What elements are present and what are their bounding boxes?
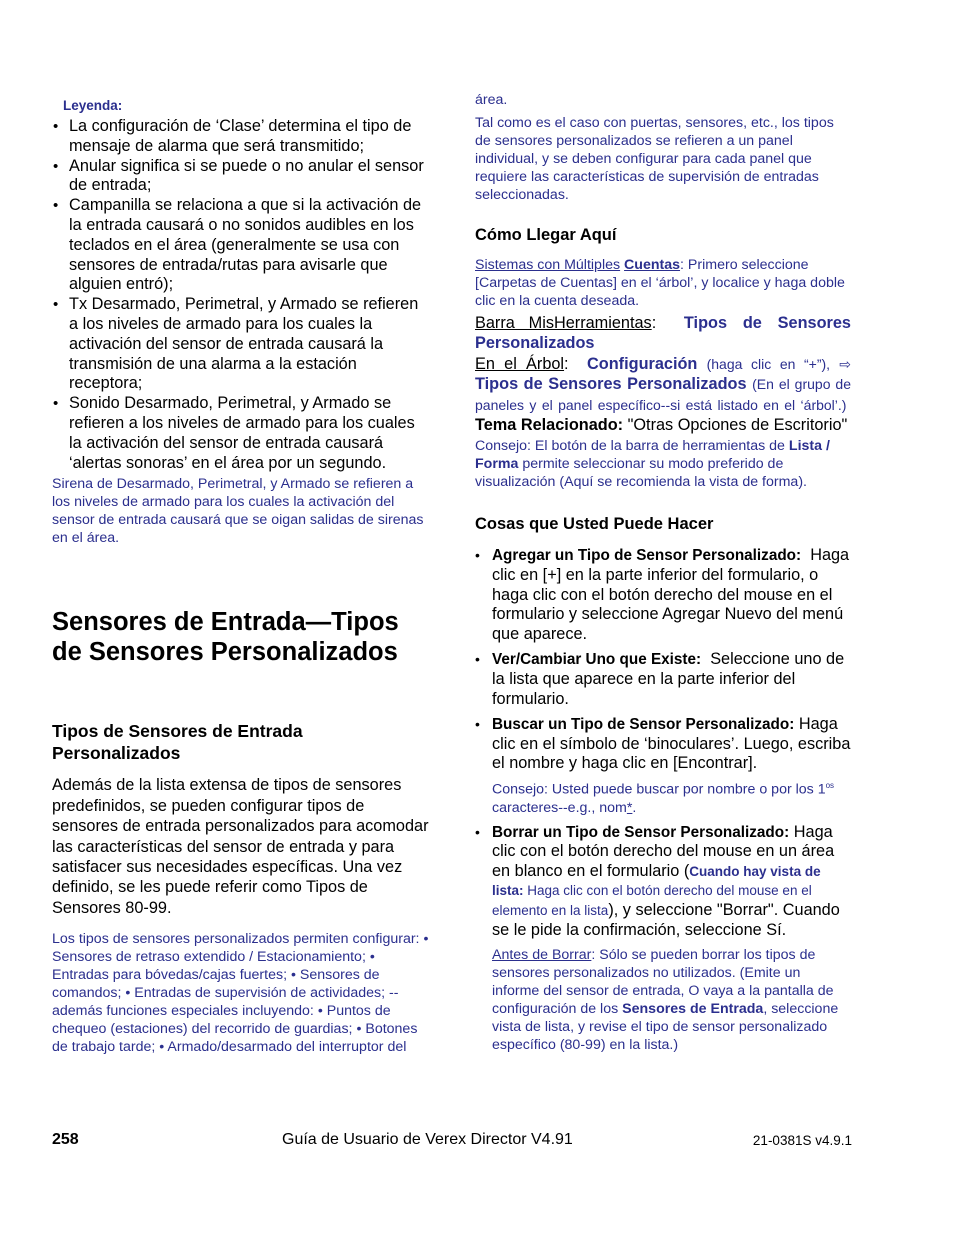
tree-config-link[interactable]: Configuración: [587, 354, 698, 373]
bullet-icon: •: [423, 931, 429, 948]
page-number: 258: [52, 1131, 79, 1148]
tip-prefix: Consejo: El botón de la barra de herramientas de: [475, 438, 785, 455]
bullet-icon: •: [159, 1039, 165, 1056]
use-item: Sensores de retraso extendido / Estacionamiento;: [52, 949, 366, 966]
page-title: Sensores de Entrada—Tipos de Sensores Personalizados: [52, 608, 399, 667]
arrow-right-icon: ⇨: [839, 355, 851, 372]
delete-when-text: Haga clic con el botón derecho del mouse en el elemento en la lista: [492, 883, 812, 919]
siren-note: Sirena de Desarmado, Perimetral, y Armado se refieren a los niveles de armado para los cuales la activación del sensor de entrada causará que se oigan salidas de sirenas en el área.: [52, 476, 424, 547]
bullet-icon: •: [290, 967, 296, 984]
right-column: [475, 91, 851, 1060]
find-tip-text: caracteres--e.g., nom: [492, 799, 627, 816]
action-text: Haga clic en el símbolo de ‘binoculares’. Luego, escriba el nombre y haga clic en [Encontrar].: [492, 715, 851, 773]
toolbar-path: Barra MisHerramientas: Tipos de Sensores Personalizados: [475, 314, 851, 353]
tip-suffix: permite seleccionar su modo preferido de visualización (Aquí se recomienda la vista de forma).: [475, 456, 807, 491]
use-item: Armado/desarmado del interruptor del: [167, 1039, 407, 1056]
panel-note: Tal como es el caso con puertas, sensores, etc., los tipos de sensores personalizados se refieren a un panel individual, y se deben configurar para cada panel que requiere las características de supervisión de entradas seleccionadas.: [475, 115, 834, 203]
tree-item-link[interactable]: Tipos de Sensores Personalizados: [475, 375, 747, 394]
find-tip-star: *: [626, 799, 633, 816]
before-bold: Sensores de Entrada: [622, 1001, 764, 1018]
tree-label: En el Árbol: [475, 354, 565, 373]
action-text: Seleccione uno de la lista que aparece en la parte inferior del formulario.: [492, 650, 845, 708]
multi-bold: Cuentas: [624, 257, 681, 273]
footer-title: Guía de Usuario de Verex Director V4.91: [282, 1131, 573, 1148]
bullet-icon: •: [317, 1003, 323, 1020]
multi-label: Sistemas con Múltiples: [475, 257, 621, 273]
before-label: Antes de Borrar: [492, 947, 592, 964]
before-delete-note: [492, 946, 851, 1054]
action-text: Haga clic con el botón derecho del mouse en un área en blanco en el formulario (: [492, 822, 835, 880]
how-to-get-here-heading: Cómo Llegar Aquí: [475, 226, 617, 244]
legend-item: • Tx Desarmado, Perimetral, y Armado se refieren a los niveles de armado para los cuales la activación del sensor de entrada causará la transmisión de una alarma a la estación receptora;: [52, 295, 430, 394]
multi-text: : Primero seleccione [Carpetas de Cuentas] en el ‘árbol’, y localice y haga doble clic en la cuenta deseada.: [475, 257, 845, 309]
legend-title: Leyenda:: [63, 98, 123, 113]
actions-list: [475, 546, 851, 1054]
uses-note: [52, 930, 430, 1056]
action-label: Agregar un Tipo de Sensor Personalizado:: [492, 547, 802, 565]
action-find: [475, 715, 851, 817]
delete-when-label: Cuando hay vista de lista:: [492, 863, 821, 899]
find-tip-sup: os: [825, 780, 835, 790]
section-heading: Tipos de Sensores de Entrada Personalizados: [52, 721, 303, 764]
tree-note: (En el grupo de paneles y el panel específico--si está listado en el ‘árbol’.): [475, 376, 851, 413]
action-add: [475, 546, 851, 644]
use-item: Entradas para bóvedas/cajas fuertes;: [52, 967, 288, 984]
tree-hint: (haga clic en “+”),: [706, 355, 831, 372]
action-label: Borrar un Tipo de Sensor Personalizado:: [492, 823, 790, 841]
things-heading: Cosas que Usted Puede Hacer: [475, 515, 714, 534]
toolbar-label: Barra MisHerramientas: [475, 314, 652, 332]
legend-item: • Anular significa si se puede o no anular el sensor de entrada;: [52, 157, 430, 197]
before-text: , seleccione vista de lista, y revise el tipo de sensor personalizado específico (80-99) en la lista.): [492, 1001, 839, 1054]
use-item: Botones de trabajo tarde;: [52, 1021, 418, 1056]
left-column: [52, 98, 430, 1056]
related-value: "Otras Opciones de Escritorio": [627, 416, 848, 435]
action-text: ), y seleccione "Borrar". Cuando se le pide la confirmación, seleccione Sí.: [492, 901, 840, 939]
use-item: Puntos de chequeo (estaciones) del recorrido de guardias;: [52, 1003, 391, 1038]
intro-paragraph: Además de la lista extensa de tipos de sensores predefinidos, se pueden configurar tipos de sensores de entrada personalizados para acomodar las características del sensor de entrada y para satisfacer sus necesidades específicas. Una vez definido, se les puede referir como Tipos de Sensores 80-99.: [52, 776, 429, 917]
action-text: Haga clic en [+] en la parte inferior del formulario, o haga clic con el botón derecho del mouse en el formulario y seleccione Agregar Nuevo del menú que aparece.: [492, 546, 850, 643]
find-tip-text: Consejo: Usted puede buscar por nombre o por los 1: [492, 781, 826, 798]
bullet-icon: •: [125, 985, 131, 1002]
find-tip: [492, 777, 851, 817]
action-label: Buscar un Tipo de Sensor Personalizado:: [492, 716, 795, 734]
tree-path: En el Árbol: Configuración (haga clic en “+”), ⇨Tipos de Sensores Personalizados (En el grupo de paneles y el panel específico--si está listado en el ‘árbol’.) Tema Relacionado: "Otras Opciones de Escritorio": [475, 354, 851, 435]
use-item: Sensores de comandos;: [52, 967, 380, 1002]
bullet-icon: •: [356, 1021, 362, 1038]
legend-item: • Sonido Desarmado, Perimetral, y Armado se refieren a los niveles de armado para los cuales la activación del sensor de entrada causará ‘alertas sonoras’ en el área por un segundo.: [52, 394, 430, 473]
action-delete: [475, 823, 851, 1055]
toolbar-link[interactable]: Tipos de Sensores Personalizados: [475, 314, 851, 353]
action-label: Ver/Cambiar Uno que Existe:: [492, 651, 702, 669]
uses-intro: Los tipos de sensores personalizados permiten configurar:: [52, 931, 420, 948]
continued-text: área.: [475, 92, 508, 108]
bullet-icon: •: [369, 949, 375, 966]
legend-item: • Campanilla se relaciona a que si la activación de la entrada causará o no sonidos audibles en los teclados en el área (generalmente se usa con sensores de entrada/rutas para avisarle que alguien entró);: [52, 196, 430, 295]
document-id: 21-0381S v4.9.1: [752, 1133, 852, 1148]
uses-more: -- además funciones especiales incluyendo:: [52, 985, 399, 1020]
multi-account-note: [475, 256, 851, 310]
related-label: Tema Relacionado:: [475, 416, 624, 435]
page-footer: [52, 1131, 852, 1153]
action-view: [475, 650, 851, 709]
use-item: Entradas de supervisión de actividades;: [134, 985, 386, 1002]
legend-list: [52, 117, 430, 473]
before-text: : Sólo se pueden borrar los tipos de sensores personalizados no utilizados. (Emite un informe del sensor de entrada, O vaya a la pantalla de configuración de los: [492, 947, 834, 1018]
legend-item: • La configuración de ‘Clase’ determina el tipo de mensaje de alarma que será transmitido;: [52, 117, 430, 157]
find-tip-end: .: [632, 799, 637, 816]
tip-note: [475, 437, 851, 491]
tip-bold: Lista / Forma: [475, 438, 830, 473]
